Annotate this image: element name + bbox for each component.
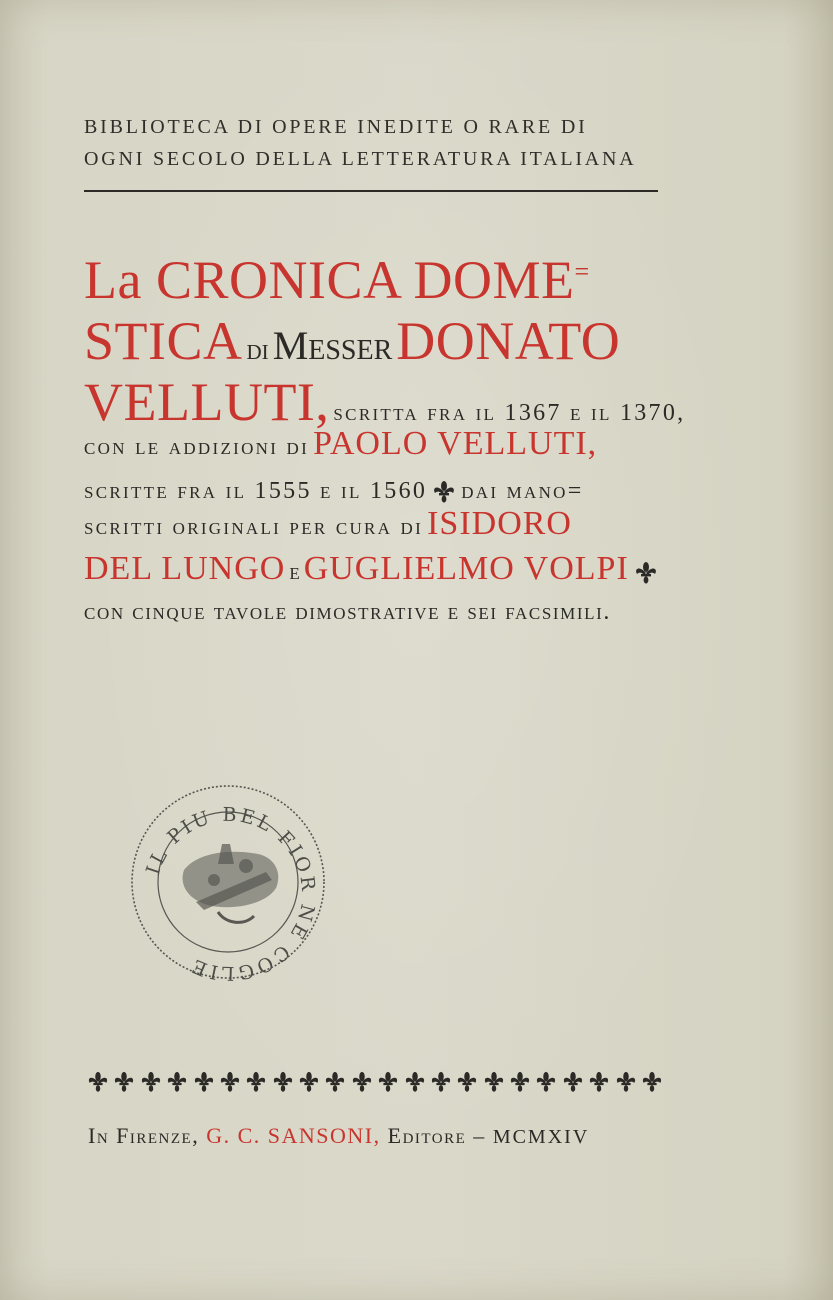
fleur-de-lis-icon (86, 1068, 110, 1096)
conjunction-e: e (289, 559, 300, 585)
title-line-3 (84, 372, 686, 432)
imprint-line (88, 1123, 589, 1149)
fleur-de-lis-icon (587, 1068, 611, 1096)
fleur-de-lis-icon (508, 1068, 532, 1096)
imprint-year: MCMXIV (492, 1126, 590, 1148)
header-rule (84, 190, 658, 192)
fleur-de-lis-icon (165, 1068, 189, 1096)
stamp-motto: IL PIU BEL FIOR NE COGLIE (141, 803, 320, 982)
series-title-line-2: OGNI SECOLO DELLA LETTERATURA ITALIANA (84, 148, 637, 170)
title-line-6 (84, 507, 572, 541)
fleur-de-lis-icon (244, 1068, 268, 1096)
fleur-de-lis-icon (403, 1068, 427, 1096)
imprint-editore: Editore – (387, 1123, 486, 1148)
title-donato: DONATO (396, 311, 621, 371)
fleur-de-lis-icon (534, 1068, 558, 1096)
fleur-de-lis-icon (297, 1068, 321, 1096)
editor-guglielmo-volpi: GUGLIELMO VOLPI (303, 550, 629, 587)
title-paolo-velluti: PAOLO VELLUTI, (313, 425, 598, 462)
fleur-de-lis-icon (112, 1068, 136, 1096)
imprint-publisher: G. C. SANSONI, (206, 1123, 381, 1148)
imprint-place: In Firenze, (88, 1123, 200, 1148)
fleur-de-lis-icon (218, 1068, 242, 1096)
library-stamp-icon (126, 784, 330, 982)
title-line-1 (84, 250, 590, 310)
additions-label: con le addizioni di (84, 434, 310, 460)
title-line-2 (84, 311, 621, 371)
series-title-line-1: BIBLIOTECA DI OPERE INEDITE O RARE DI (84, 116, 588, 138)
fleur-de-lis-icon (633, 561, 659, 590)
fleur-de-lis-icon (323, 1068, 347, 1096)
title-line-4 (84, 427, 597, 461)
fleur-de-lis-icon (350, 1068, 374, 1096)
fleur-de-lis-icon (192, 1068, 216, 1096)
title-di: di (246, 333, 269, 366)
plates-note: con cinque tavole dimostrative e sei facsimili. (84, 599, 611, 625)
fleur-de-lis-border (86, 1068, 664, 1098)
from-manuscripts-part1: dai mano= (461, 478, 584, 504)
editor-del-lungo: DEL LUNGO (84, 550, 286, 587)
fleur-de-lis-icon (455, 1068, 479, 1096)
fleur-de-lis-icon (561, 1068, 585, 1096)
fleur-de-lis-icon (614, 1068, 638, 1096)
fleur-de-lis-icon (482, 1068, 506, 1096)
title-date-range: scritta fra il 1367 e il 1370, (333, 400, 686, 426)
title-cronica-part1: La CRONICA DOME (84, 250, 575, 310)
title-cronica-part2: STICA (84, 311, 243, 371)
title-messer: Messer (272, 323, 393, 368)
title-hyphen: = (574, 257, 590, 286)
additions-date-range: scritte fra il 1555 e il 1560 (84, 478, 428, 504)
title-velluti: VELLUTI, (84, 372, 330, 432)
fleur-de-lis-icon (429, 1068, 453, 1096)
fleur-de-lis-icon (271, 1068, 295, 1096)
title-line-7 (84, 552, 659, 590)
fleur-de-lis-icon (139, 1068, 163, 1096)
fleur-de-lis-icon (640, 1068, 664, 1096)
edited-by-label: scritti originali per cura di (84, 514, 424, 540)
editor-isidoro: ISIDORO (427, 505, 572, 542)
fleur-de-lis-icon (376, 1068, 400, 1096)
